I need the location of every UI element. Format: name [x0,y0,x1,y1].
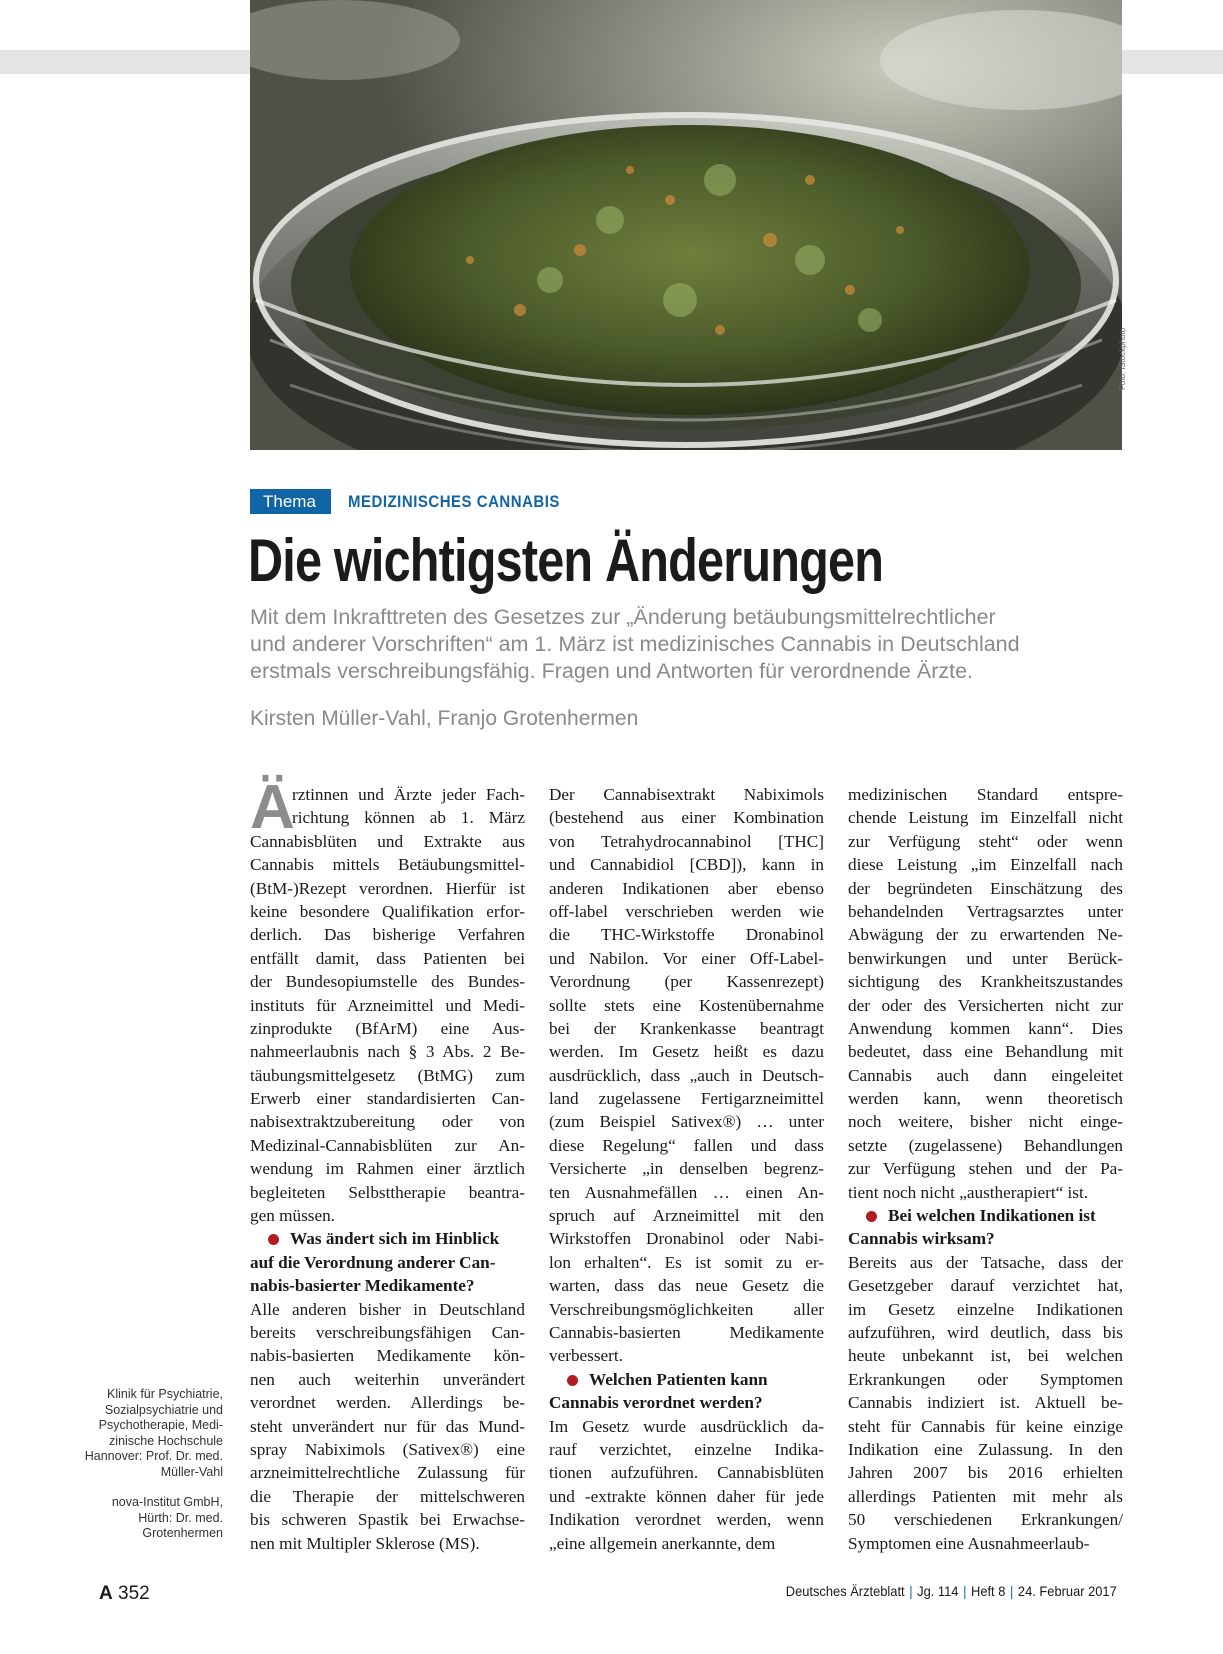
line-text: Anwendung kommen kann“. Dies [848,1018,1123,1038]
body-line [549,1040,824,1063]
body-line [549,853,824,876]
body-line [549,1204,824,1227]
line-text: verbessert. [549,1346,623,1366]
body-line [848,1181,1123,1204]
line-text: off-label verschrieben werden wie [549,901,824,921]
body-line [848,1157,1123,1180]
affiliation-line: Hannover: Prof. Dr. med. [84,1449,223,1463]
article-headline: Die wichtigsten Änderungen [248,527,884,594]
body-line [250,1321,525,1344]
line-text: warten, dass das neue Gesetz die [549,1276,824,1296]
subheading-line [250,1227,525,1250]
bullet-dot-icon [866,1211,877,1222]
line-text: und Cannabidiol [CBD]), kann in [549,855,824,875]
line-text: gen müssen. [250,1206,335,1226]
line-text: lon erhalten“. Es ist somit zu er- [549,1252,824,1272]
line-text: diese Leistung „im Einzelfall nach [848,855,1123,875]
line-text: Erkrankungen oder Symptomen [848,1369,1123,1389]
line-text: Der Cannabisextrakt Nabiximols [549,785,824,804]
line-text: diese Regelung“ fallen und dass [549,1135,824,1155]
section-rubric [250,489,589,514]
subheading-line [848,1227,1123,1250]
affiliation-line: Sozialpsychiatrie und [104,1402,223,1417]
line-text: spruch auf Arzneimittel mit den [549,1206,824,1226]
line-text: (zum Beispiel Sativex®) … unter [549,1112,824,1132]
body-line [549,1532,824,1555]
line-text: täubungsmittelgesetz (BtMG) zum [250,1065,525,1085]
body-line [549,1274,824,1297]
line-text: begleiteten Selbsttherapie beantra- [250,1182,525,1202]
line-text: Versicherte „in denselben begrenz- [549,1159,824,1179]
line-text: wendung im Rahmen einer ärztlich [250,1159,525,1179]
body-line [250,1110,525,1133]
line-text: und -extrakte können daher für jede [549,1486,824,1506]
body-line [549,1064,824,1087]
line-text: medizinischen Standard entspre- [848,785,1123,804]
subheading-line [250,1274,525,1297]
line-text: Alle anderen bisher in Deutschland [250,1299,525,1319]
line-text: Bei welchen Indikationen ist [888,1206,1096,1226]
line-text: allerdings Patienten mit mehr als [848,1486,1123,1506]
body-line [250,1391,525,1414]
rubric-tag: Thema [250,489,331,514]
line-text: Medizinal-Cannabisblüten zur An- [250,1135,525,1155]
line-text: rztinnen und Ärzte jeder Fach- [292,785,525,804]
line-text: bis schweren Spastik bei Erwachse- [250,1510,525,1530]
body-line [250,1087,525,1110]
line-text: tionen aufzuführen. Cannabisblüten [549,1463,824,1483]
line-text: Abwägung der zu erwartenden Ne- [848,925,1123,945]
line-text: aufzuführen, wird deutlich, dass bis [848,1322,1123,1342]
body-line [250,1040,525,1063]
body-line [848,947,1123,970]
affiliation-line: Hürth: Dr. med. [138,1510,223,1525]
body-line [848,1391,1123,1414]
line-text: Cannabis verordnet werden? [549,1393,763,1413]
line-text: rauf verzichtet, einzelne Indika- [549,1439,824,1459]
body-line [549,1087,824,1110]
line-text: Im Gesetz wurde ausdrücklich da- [549,1416,824,1436]
body-line [549,1438,824,1461]
line-text: werden. Im Gesetz heißt es dazu [549,1042,824,1062]
body-line [549,1461,824,1484]
line-text: Verschreibungsmöglichkeiten aller [549,1299,824,1319]
body-line [250,1532,525,1555]
lead-line: erstmals verschreibungsfähig. Fragen und Antworten für verordnende Ärzte. [250,659,974,683]
body-line [250,853,525,876]
body-line [250,1204,525,1227]
line-text: ausdrücklich, dass „auch in Deutsch- [549,1065,824,1085]
page-number-value: 352 [118,1583,150,1604]
journal-date: 24. Februar 2017 [1018,1583,1117,1599]
body-line [848,830,1123,853]
line-text: der oder des Versicherten nicht zur [848,995,1123,1015]
body-line [549,1298,824,1321]
body-line [848,923,1123,946]
body-line [549,1344,824,1367]
page-number [99,1583,150,1605]
body-line [848,1064,1123,1087]
affiliation-nova [63,1495,223,1542]
line-text: auf die Verordnung anderer Can- [250,1252,496,1272]
photo-credit: Foto: iStockphoto [1118,327,1127,390]
body-line [848,970,1123,993]
line-text: arzneimittelrechtliche Zulassung für [250,1463,525,1483]
line-text: ten Ausnahmefällen … einen An- [549,1182,824,1202]
line-text: Erwerb einer standardisierten Can- [250,1089,525,1109]
body-line [549,877,824,900]
line-text: Indikation eine Zulassung. In den [848,1439,1123,1459]
subheading-line [848,1204,1123,1227]
line-text: sichtigung des Krankheitszustandes [848,972,1123,992]
body-line [549,783,824,806]
line-text: nahmeerlaubnis nach § 3 Abs. 2 Be- [250,1042,525,1062]
body-line [549,923,824,946]
line-text: „eine allgemein anerkannte, dem [549,1533,776,1553]
line-text: heute unbekannt ist, bei welchen [848,1346,1123,1366]
body-line [848,877,1123,900]
body-line [549,1110,824,1133]
affiliation-line: Klinik für Psychiatrie, [106,1387,223,1401]
body-column-3 [848,783,1123,1555]
body-line [549,1415,824,1438]
body-line [250,1438,525,1461]
line-text: entfällt damit, dass Patienten bei [250,948,525,968]
line-text: bedeutet, dass eine Behandlung mit [848,1042,1123,1062]
body-line [848,1017,1123,1040]
line-text: bereits verschreibungsfähigen Can- [250,1322,525,1342]
body-line [549,900,824,923]
line-text: tient noch nicht „austherapiert“ ist. [848,1182,1089,1202]
line-text: Wirkstoffen Dronabinol oder Nabi- [549,1229,824,1249]
body-line [848,806,1123,829]
body-line [848,1321,1123,1344]
body-line [250,900,525,923]
body-line [549,970,824,993]
body-line [250,1368,525,1391]
line-text: derlich. Das bisherige Verfahren [250,925,525,945]
line-text: Cannabis-basierten Medikamente [549,1322,824,1342]
line-text: Jahren 2007 bis 2016 erhielten [848,1463,1123,1483]
line-text: im Gesetz einzelne Indikationen [848,1299,1123,1319]
line-text: und Nabilon. Vor einer Off-Label- [549,948,824,968]
body-line [250,1461,525,1484]
line-text: behandelnden Vertragsarztes unter [848,901,1123,921]
line-text: zur Verfügung steht“ oder wenn [848,831,1123,851]
body-line [549,1181,824,1204]
line-text: setzte (zugelassene) Behandlungen [848,1135,1123,1155]
line-text: Symptomen eine Ausnahmeerlaub- [848,1533,1090,1553]
photo-illustration [250,0,1122,450]
line-text: Cannabis mittels Betäubungsmittel- [250,855,525,875]
journal-volume: Jg. 114 [917,1583,959,1599]
line-text: steht für Cannabis für keine einzige [848,1416,1123,1436]
body-line [250,1181,525,1204]
line-text: Cannabisblüten und Extrakte aus [250,831,525,851]
body-line [250,1064,525,1087]
body-line [250,1017,525,1040]
affiliation-line: nova-Institut GmbH, [111,1495,223,1509]
line-text: keine besondere Qualifikation erfor- [250,901,525,921]
body-line [250,994,525,1017]
line-text: die Therapie der mittelschweren [250,1486,525,1506]
body-line [549,1157,824,1180]
line-text: bei der Krankenkasse beantragt [549,1018,824,1038]
line-text: 50 verschiedenen Erkrankungen/ [848,1510,1123,1530]
body-line [250,947,525,970]
subheading-line [549,1368,824,1391]
body-column-1 [250,773,525,1555]
line-text: werden kann, wenn theoretisch [848,1089,1123,1109]
body-line [848,1134,1123,1157]
body-line [848,1087,1123,1110]
body-line [250,1344,525,1367]
body-line [848,1532,1123,1555]
line-text: zinprodukte (BfArM) eine Aus- [250,1018,525,1038]
affiliation-mhh [63,1387,223,1480]
line-text: chende Leistung im Einzelfall nicht [848,808,1123,828]
article-authors: Kirsten Müller-Vahl, Franjo Grotenhermen [250,707,639,730]
line-text: instituts für Arzneimittel und Medi- [250,995,525,1015]
body-line [848,1485,1123,1508]
subheading-line [549,1391,824,1414]
body-line [549,1134,824,1157]
line-text: Cannabis indiziert ist. Aktuell be- [848,1393,1123,1413]
line-text: Indikation verordnet werden, wenn [549,1510,824,1530]
body-line [848,853,1123,876]
body-line [848,1438,1123,1461]
drop-cap: Ä [250,773,295,842]
body-line [549,1321,824,1344]
body-line [848,1274,1123,1297]
body-line [848,1040,1123,1063]
line-text: von Tetrahydrocannabinol [THC] [549,831,824,851]
line-text: nabis-basierten Medikamente kön- [250,1346,525,1366]
body-line [848,1368,1123,1391]
body-line [250,923,525,946]
article-lead [250,604,1110,685]
body-line [250,1157,525,1180]
line-text: benwirkungen und unter Berück- [848,948,1123,968]
journal-issue: Heft 8 [971,1583,1006,1599]
line-text: der begründeten Einschätzung des [848,878,1123,898]
bullet-dot-icon [268,1234,279,1245]
subheading-line [250,1251,525,1274]
line-text: Cannabis wirksam? [848,1229,995,1249]
line-text: spray Nabiximols (Sativex®) eine [250,1439,525,1459]
line-text: Bereits aus der Tatsache, dass der [848,1252,1123,1272]
body-line [848,783,1123,806]
affiliation-line: Grotenhermen [142,1526,223,1540]
body-line [549,1485,824,1508]
cannabis-jar-photo [250,0,1122,450]
body-line [549,1017,824,1040]
body-line [250,1508,525,1531]
line-text: nen mit Multipler Sklerose (MS). [250,1533,480,1553]
journal-name: Deutsches Ärzteblatt [786,1583,905,1599]
page-prefix: A [99,1583,113,1604]
line-text: Verordnung (per Kassenrezept) [549,972,824,992]
line-text: anderen Indikationen aber ebenso [549,878,824,898]
body-line [549,1227,824,1250]
line-text: Cannabis auch dann eingeleitet [848,1065,1123,1085]
lead-line: Mit dem Inkrafttreten des Gesetzes zur „Änderung betäubungsmittelrechtlicher [250,605,996,629]
body-line [848,1415,1123,1438]
body-line [848,1251,1123,1274]
body-line [848,1110,1123,1133]
line-text: verordnet werden. Allerdings be- [250,1393,525,1413]
line-text: richtung können ab 1. März [292,808,525,828]
affiliation-line: zinische Hochschule [109,1433,223,1448]
affiliation-line: Müller-Vahl [160,1464,223,1479]
body-line [549,830,824,853]
body-line [250,970,525,993]
line-text: Gesetzgeber darauf verzichtet hat, [848,1276,1123,1296]
body-line [250,1134,525,1157]
body-line [848,1298,1123,1321]
body-line [549,994,824,1017]
journal-info: Deutsches Ärzteblatt | Jg. 114 | Heft 8 | 24. Februar 2017 [786,1583,1117,1599]
affiliation-line: Psychotherapie, Medi- [98,1418,223,1432]
line-text: Welchen Patienten kann [589,1369,768,1389]
body-line [848,1344,1123,1367]
line-text: nen auch weiterhin unverändert [250,1369,525,1389]
bullet-dot-icon [567,1375,578,1386]
body-line [848,900,1123,923]
rubric-topic: MEDIZINISCHES CANNABIS [347,491,560,511]
body-line [250,877,525,900]
body-line [250,1485,525,1508]
body-line [250,1415,525,1438]
lead-line: und anderer Vorschriften“ am 1. März ist medizinisches Cannabis in Deutschland [250,632,1020,656]
line-text: noch weitere, bisher nicht einge- [848,1112,1123,1132]
line-text: die THC-Wirkstoffe Dronabinol [549,925,824,945]
body-line [549,947,824,970]
line-text: Was ändert sich im Hinblick [290,1229,500,1249]
body-line [549,1251,824,1274]
body-line [549,1508,824,1531]
body-line [549,806,824,829]
body-line [848,1508,1123,1531]
line-text: nabis-basierter Medikamente? [250,1276,475,1296]
line-text: (bestehend aus einer Kombination [549,808,824,828]
line-text: (BtM-)Rezept verordnen. Hierfür ist [250,878,525,898]
line-text: nabisextraktzubereitung oder von [250,1112,525,1132]
body-column-2 [549,783,824,1555]
line-text: land zugelassene Fertigarzneimittel [549,1089,824,1109]
body-line [848,994,1123,1017]
body-line [848,1461,1123,1484]
body-line [250,1298,525,1321]
line-text: sollte stets eine Kostenübernahme [549,995,824,1015]
line-text: steht unverändert nur für das Mund- [250,1416,525,1436]
line-text: zur Verfügung stehen und der Pa- [848,1159,1123,1179]
line-text: der Bundesopiumstelle des Bundes- [250,972,525,992]
